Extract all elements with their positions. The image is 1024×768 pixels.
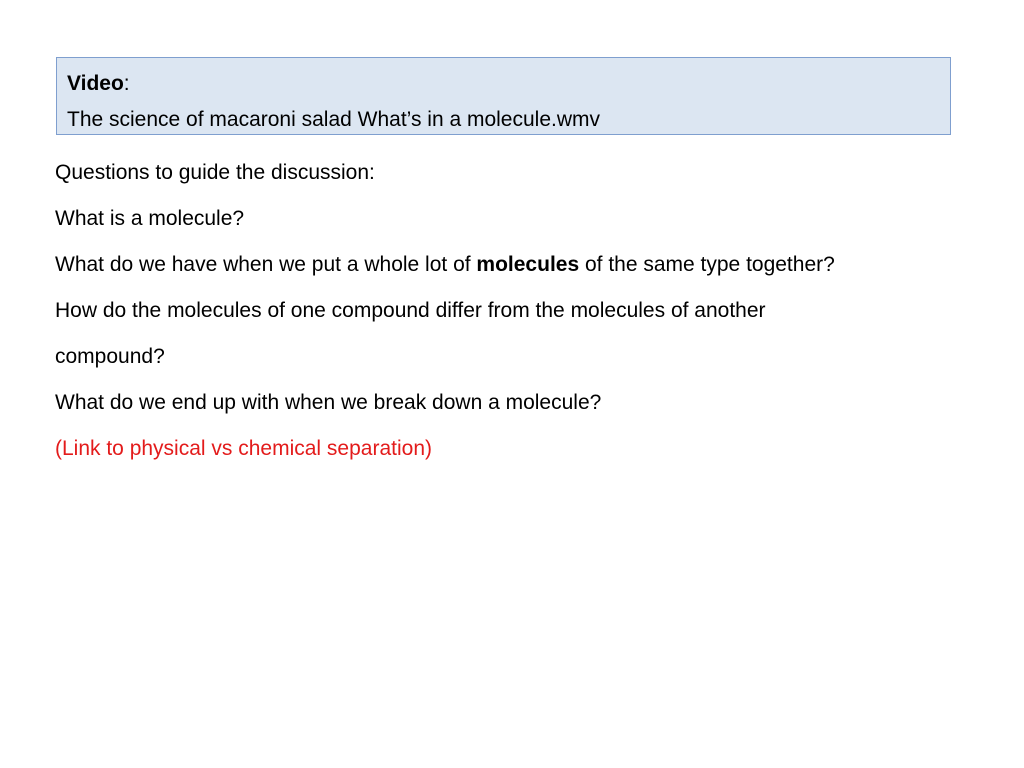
video-label: Video <box>67 72 124 95</box>
link-note: (Link to physical vs chemical separation) <box>55 437 432 460</box>
question-2-before: What do we have when we put a whole lot of <box>55 253 477 276</box>
question-3-line-2: compound? <box>55 345 165 368</box>
discussion-questions <box>55 150 995 472</box>
video-label-line <box>67 66 940 102</box>
question-2 <box>55 242 995 288</box>
question-4: What do we end up with when we break down a molecule? <box>55 391 602 414</box>
question-2-after: of the same type together? <box>579 253 835 276</box>
questions-heading: Questions to guide the discussion: <box>55 161 375 184</box>
video-title: The science of macaroni salad What’s in a molecule.wmv <box>67 108 601 131</box>
video-info-box <box>56 57 951 135</box>
video-label-colon: : <box>123 72 130 95</box>
question-1: What is a molecule? <box>55 207 245 230</box>
question-2-bold: molecules <box>476 253 580 276</box>
question-3-line-1: How do the molecules of one compound differ from the molecules of another <box>55 299 766 322</box>
